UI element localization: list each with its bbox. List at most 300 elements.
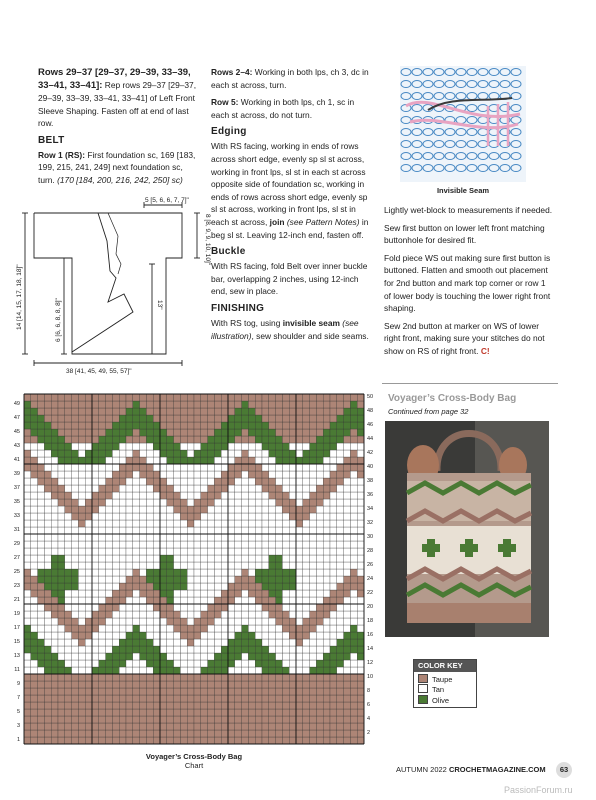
chart-cell bbox=[350, 646, 357, 653]
chart-cell bbox=[262, 702, 269, 709]
chart-cell bbox=[221, 492, 228, 499]
chart-cell bbox=[44, 611, 51, 618]
chart-cell bbox=[296, 716, 303, 723]
chart-cell bbox=[310, 555, 317, 562]
chart-cell bbox=[72, 695, 79, 702]
chart-cell bbox=[65, 723, 72, 730]
chart-cell bbox=[106, 730, 113, 737]
chart-cell bbox=[140, 408, 147, 415]
chart-cell bbox=[65, 653, 72, 660]
chart-cell bbox=[276, 499, 283, 506]
chart-cell bbox=[99, 436, 106, 443]
chart-cell bbox=[146, 618, 153, 625]
chart-cell bbox=[310, 401, 317, 408]
chart-cell bbox=[310, 422, 317, 429]
chart-cell bbox=[180, 492, 187, 499]
chart-cell bbox=[330, 548, 337, 555]
chart-cell bbox=[167, 695, 174, 702]
chart-cell bbox=[133, 737, 140, 744]
chart-cell bbox=[72, 450, 79, 457]
chart-cell bbox=[51, 716, 58, 723]
chart-cell bbox=[65, 520, 72, 527]
chart-cell bbox=[248, 527, 255, 534]
illustration-caption: Invisible Seam bbox=[436, 186, 490, 195]
chart-cell bbox=[58, 457, 65, 464]
chart-cell bbox=[201, 394, 208, 401]
chart-cell bbox=[31, 716, 38, 723]
chart-cell bbox=[310, 562, 317, 569]
chart-cell bbox=[38, 429, 45, 436]
chart-cell bbox=[167, 436, 174, 443]
chart-cell bbox=[38, 681, 45, 688]
chart-cell bbox=[310, 499, 317, 506]
chart-cell bbox=[242, 646, 249, 653]
chart-cell bbox=[242, 660, 249, 667]
chart-cell bbox=[146, 723, 153, 730]
chart-cell bbox=[174, 436, 181, 443]
chart-cell bbox=[289, 660, 296, 667]
chart-cell bbox=[31, 576, 38, 583]
chart-cell bbox=[296, 730, 303, 737]
chart-cell bbox=[160, 618, 167, 625]
chart-cell bbox=[78, 457, 85, 464]
chart-cell bbox=[289, 737, 296, 744]
chart-cell bbox=[65, 562, 72, 569]
chart-cell bbox=[78, 443, 85, 450]
chart-cell bbox=[187, 527, 194, 534]
chart-cell bbox=[282, 429, 289, 436]
chart-cell bbox=[357, 513, 364, 520]
chart-cell bbox=[140, 499, 147, 506]
chart-cell bbox=[228, 443, 235, 450]
chart-cell bbox=[194, 639, 201, 646]
chart-cell bbox=[228, 590, 235, 597]
chart-cell bbox=[276, 625, 283, 632]
chart-cell bbox=[289, 667, 296, 674]
chart-cell bbox=[316, 457, 323, 464]
chart-cell bbox=[153, 541, 160, 548]
chart-cell bbox=[344, 730, 351, 737]
chart-cell bbox=[350, 716, 357, 723]
chart-cell bbox=[153, 520, 160, 527]
chart-cell bbox=[85, 667, 92, 674]
chart-cell bbox=[31, 499, 38, 506]
chart-cell bbox=[31, 457, 38, 464]
chart-cell bbox=[72, 534, 79, 541]
chart-cell bbox=[31, 597, 38, 604]
chart-cell bbox=[344, 492, 351, 499]
chart-left-numbers bbox=[0, 394, 22, 746]
buckle-heading: Buckle bbox=[211, 246, 246, 258]
chart-cell bbox=[357, 660, 364, 667]
chart-cell bbox=[126, 639, 133, 646]
chart-cell bbox=[153, 660, 160, 667]
chart-cell bbox=[296, 485, 303, 492]
chart-cell bbox=[51, 590, 58, 597]
chart-cell bbox=[31, 534, 38, 541]
chart-cell bbox=[337, 506, 344, 513]
chart-cell bbox=[78, 471, 85, 478]
chart-cell bbox=[180, 737, 187, 744]
chart-cell bbox=[51, 681, 58, 688]
chart-cell bbox=[180, 478, 187, 485]
chart-cell bbox=[65, 513, 72, 520]
chart-cell bbox=[323, 548, 330, 555]
chart-cell bbox=[344, 408, 351, 415]
chart-cell bbox=[357, 478, 364, 485]
chart-cell bbox=[65, 674, 72, 681]
chart-cell bbox=[140, 548, 147, 555]
chart-cell bbox=[248, 471, 255, 478]
chart-cell bbox=[289, 485, 296, 492]
chart-cell bbox=[214, 604, 221, 611]
chart-cell bbox=[357, 576, 364, 583]
chart-cell bbox=[316, 401, 323, 408]
chart-row-number: 23 bbox=[13, 582, 20, 589]
chart-cell bbox=[350, 723, 357, 730]
chart-cell bbox=[235, 723, 242, 730]
chart-cell bbox=[242, 527, 249, 534]
chart-cell bbox=[153, 646, 160, 653]
chart-cell bbox=[276, 583, 283, 590]
chart-cell bbox=[269, 737, 276, 744]
chart-cell bbox=[140, 464, 147, 471]
chart-cell bbox=[276, 541, 283, 548]
chart-cell bbox=[344, 436, 351, 443]
chart-cell bbox=[133, 681, 140, 688]
chart-cell bbox=[262, 639, 269, 646]
chart-cell bbox=[92, 527, 99, 534]
chart-cell bbox=[330, 702, 337, 709]
chart-cell bbox=[44, 464, 51, 471]
chart-cell bbox=[58, 443, 65, 450]
chart-cell bbox=[242, 590, 249, 597]
chart-cell bbox=[323, 604, 330, 611]
chart-cell bbox=[208, 737, 215, 744]
chart-cell bbox=[99, 415, 106, 422]
chart-cell bbox=[344, 506, 351, 513]
chart-cell bbox=[31, 492, 38, 499]
chart-row-number: 46 bbox=[367, 421, 374, 428]
chart-cell bbox=[133, 555, 140, 562]
chart-cell bbox=[350, 485, 357, 492]
chart-cell bbox=[44, 457, 51, 464]
chart-cell bbox=[214, 709, 221, 716]
chart-cell bbox=[337, 499, 344, 506]
chart-cell bbox=[228, 667, 235, 674]
chart-cell bbox=[357, 422, 364, 429]
chart-cell bbox=[133, 520, 140, 527]
chart-cell bbox=[180, 583, 187, 590]
chart-cell bbox=[78, 548, 85, 555]
chart-cell bbox=[58, 541, 65, 548]
chart-cell bbox=[99, 478, 106, 485]
chart-cell bbox=[112, 394, 119, 401]
chart-cell bbox=[330, 660, 337, 667]
chart-cell bbox=[31, 548, 38, 555]
chart-cell bbox=[296, 639, 303, 646]
chart-cell bbox=[310, 695, 317, 702]
chart-cell bbox=[296, 478, 303, 485]
chart-row-number: 21 bbox=[13, 596, 20, 603]
chart-cell bbox=[85, 674, 92, 681]
chart-cell bbox=[337, 478, 344, 485]
chart-row-number: 34 bbox=[367, 505, 374, 512]
schematic-inner-dim: 13" bbox=[156, 300, 163, 310]
chart-cell bbox=[208, 429, 215, 436]
chart-cell bbox=[344, 471, 351, 478]
chart-cell bbox=[316, 597, 323, 604]
chart-cell bbox=[119, 548, 126, 555]
chart-cell bbox=[194, 695, 201, 702]
chart-cell bbox=[221, 632, 228, 639]
chart-cell bbox=[51, 723, 58, 730]
chart-cell bbox=[126, 506, 133, 513]
chart-cell bbox=[344, 618, 351, 625]
invisible-seam-illustration bbox=[400, 66, 526, 182]
chart-cell bbox=[119, 555, 126, 562]
chart-cell bbox=[160, 737, 167, 744]
chart-cell bbox=[140, 695, 147, 702]
chart-cell bbox=[201, 618, 208, 625]
chart-cell bbox=[99, 695, 106, 702]
chart-cell bbox=[119, 597, 126, 604]
chart-cell bbox=[269, 723, 276, 730]
chart-cell bbox=[228, 520, 235, 527]
chart-cell bbox=[303, 723, 310, 730]
chart-cell bbox=[44, 415, 51, 422]
chart-cell bbox=[235, 520, 242, 527]
chart-cell bbox=[214, 667, 221, 674]
chart-cell bbox=[269, 604, 276, 611]
chart-cell bbox=[153, 667, 160, 674]
chart-cell bbox=[276, 730, 283, 737]
chart-cell bbox=[174, 681, 181, 688]
chart-cell bbox=[31, 485, 38, 492]
chart-cell bbox=[180, 401, 187, 408]
chart-cell bbox=[153, 639, 160, 646]
chart-cell bbox=[330, 527, 337, 534]
chart-cell bbox=[214, 576, 221, 583]
chart-cell bbox=[58, 485, 65, 492]
chart-cell bbox=[119, 534, 126, 541]
chart-cell bbox=[146, 681, 153, 688]
chart-cell bbox=[323, 471, 330, 478]
chart-cell bbox=[221, 513, 228, 520]
chart-cell bbox=[167, 457, 174, 464]
chart-cell bbox=[92, 583, 99, 590]
chart-cell bbox=[180, 716, 187, 723]
chart-cell bbox=[180, 506, 187, 513]
chart-cell bbox=[248, 646, 255, 653]
chart-cell bbox=[310, 723, 317, 730]
chart-cell bbox=[38, 618, 45, 625]
chart-cell bbox=[119, 429, 126, 436]
chart-cell bbox=[174, 716, 181, 723]
chart-cell bbox=[316, 653, 323, 660]
chart-cell bbox=[92, 485, 99, 492]
chart-row-number: 15 bbox=[13, 638, 20, 645]
chart-cell bbox=[24, 513, 31, 520]
chart-cell bbox=[194, 569, 201, 576]
chart-cell bbox=[255, 555, 262, 562]
chart-cell bbox=[201, 436, 208, 443]
chart-cell bbox=[78, 681, 85, 688]
chart-cell bbox=[310, 576, 317, 583]
chart-cell bbox=[248, 653, 255, 660]
chart-cell bbox=[106, 541, 113, 548]
chart-cell bbox=[119, 632, 126, 639]
chart-cell bbox=[242, 737, 249, 744]
chart-cell bbox=[235, 576, 242, 583]
chart-cell bbox=[337, 625, 344, 632]
chart-cell bbox=[133, 485, 140, 492]
chart-cell bbox=[228, 555, 235, 562]
chart-cell bbox=[78, 506, 85, 513]
watermark: PassionForum.ru bbox=[504, 785, 573, 795]
chart-cell bbox=[126, 555, 133, 562]
chart-cell bbox=[255, 653, 262, 660]
chart-cell bbox=[44, 674, 51, 681]
chart-cell bbox=[180, 702, 187, 709]
chart-row-number: 26 bbox=[367, 561, 374, 568]
chart-cell bbox=[38, 394, 45, 401]
chart-cell bbox=[187, 429, 194, 436]
chart-cell bbox=[51, 429, 58, 436]
chart-cell bbox=[269, 527, 276, 534]
chart-cell bbox=[214, 527, 221, 534]
chart-cell bbox=[350, 513, 357, 520]
chart-cell bbox=[282, 548, 289, 555]
chart-cell bbox=[58, 478, 65, 485]
chart-cell bbox=[242, 429, 249, 436]
chart-cell bbox=[316, 562, 323, 569]
chart-cell bbox=[262, 611, 269, 618]
chart-cell bbox=[174, 415, 181, 422]
chart-cell bbox=[99, 583, 106, 590]
chart-cell bbox=[214, 534, 221, 541]
chart-cell bbox=[303, 436, 310, 443]
chart-cell bbox=[201, 422, 208, 429]
chart-cell bbox=[146, 513, 153, 520]
chart-cell bbox=[38, 527, 45, 534]
chart-cell bbox=[323, 478, 330, 485]
chart-cell bbox=[106, 632, 113, 639]
chart-cell bbox=[316, 527, 323, 534]
buckle-paragraph: With RS facing, fold Belt over inner buckle bar, overlapping 2 inches, using 12-inch end, sew in place. bbox=[211, 261, 368, 297]
chart-cell bbox=[323, 625, 330, 632]
chart-row-number: 16 bbox=[367, 631, 374, 638]
chart-cell bbox=[51, 597, 58, 604]
chart-cell bbox=[133, 611, 140, 618]
chart-cell bbox=[65, 618, 72, 625]
chart-cell bbox=[242, 478, 249, 485]
chart-cell bbox=[65, 485, 72, 492]
chart-cell bbox=[180, 597, 187, 604]
chart-cell bbox=[296, 604, 303, 611]
chart-cell bbox=[276, 576, 283, 583]
chart-cell bbox=[140, 436, 147, 443]
sidebar-continued: Continued from page 32 bbox=[388, 407, 469, 416]
chart-cell bbox=[133, 415, 140, 422]
chart-cell bbox=[85, 583, 92, 590]
chart-cell bbox=[174, 429, 181, 436]
chart-cell bbox=[78, 513, 85, 520]
chart-cell bbox=[187, 583, 194, 590]
chart-cell bbox=[174, 695, 181, 702]
chart-cell bbox=[344, 534, 351, 541]
chart-cell bbox=[167, 506, 174, 513]
chart-cell bbox=[24, 569, 31, 576]
chart-cell bbox=[72, 457, 79, 464]
chart-cell bbox=[31, 646, 38, 653]
chart-cell bbox=[106, 611, 113, 618]
chart-cell bbox=[99, 464, 106, 471]
chart-cell bbox=[310, 681, 317, 688]
chart-cell bbox=[78, 478, 85, 485]
chart-cell bbox=[282, 716, 289, 723]
chart-cell bbox=[255, 527, 262, 534]
chart-cell bbox=[85, 506, 92, 513]
chart-cell bbox=[180, 660, 187, 667]
chart-cell bbox=[262, 485, 269, 492]
chart-cell bbox=[58, 569, 65, 576]
chart-cell bbox=[303, 443, 310, 450]
chart-cell bbox=[357, 716, 364, 723]
chart-cell bbox=[276, 709, 283, 716]
chart-cell bbox=[133, 674, 140, 681]
chart-cell bbox=[106, 401, 113, 408]
chart-cell bbox=[350, 590, 357, 597]
chart-cell bbox=[194, 478, 201, 485]
chart-cell bbox=[289, 688, 296, 695]
chart-cell bbox=[330, 667, 337, 674]
chart-cell bbox=[310, 632, 317, 639]
chart-cell bbox=[140, 723, 147, 730]
chart-cell bbox=[126, 422, 133, 429]
chart-cell bbox=[153, 548, 160, 555]
chart-cell bbox=[323, 464, 330, 471]
chart-cell bbox=[242, 723, 249, 730]
chart-cell bbox=[357, 443, 364, 450]
chart-cell bbox=[78, 555, 85, 562]
chart-cell bbox=[92, 702, 99, 709]
chart-cell bbox=[126, 562, 133, 569]
chart-cell bbox=[24, 527, 31, 534]
chart-cell bbox=[112, 485, 119, 492]
chart-cell bbox=[38, 737, 45, 744]
chart-cell bbox=[214, 681, 221, 688]
chart-cell bbox=[187, 653, 194, 660]
chart-cell bbox=[72, 646, 79, 653]
chart-cell bbox=[174, 513, 181, 520]
chart-cell bbox=[167, 520, 174, 527]
chart-cell bbox=[208, 716, 215, 723]
chart-cell bbox=[357, 415, 364, 422]
chart-cell bbox=[92, 618, 99, 625]
color-key-item: Tan bbox=[418, 684, 472, 695]
chart-cell bbox=[255, 548, 262, 555]
chart-cell bbox=[350, 443, 357, 450]
chart-cell bbox=[78, 667, 85, 674]
chart-cell bbox=[276, 394, 283, 401]
chart-cell bbox=[146, 485, 153, 492]
chart-cell bbox=[58, 520, 65, 527]
chart-cell bbox=[180, 394, 187, 401]
chart-cell bbox=[221, 541, 228, 548]
chart-cell bbox=[126, 478, 133, 485]
chart-cell bbox=[187, 597, 194, 604]
